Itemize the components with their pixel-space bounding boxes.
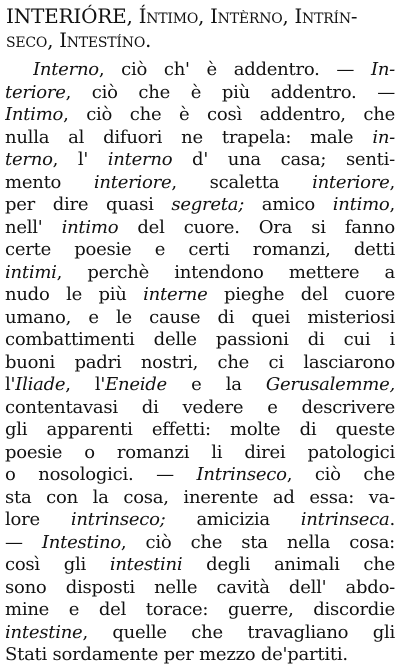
text-line bbox=[5, 149, 395, 172]
text-run: sono disposti nelle cavità dell' abdo- bbox=[5, 576, 395, 598]
text-run: , quelle che travagliano gli bbox=[82, 621, 395, 643]
text-run: amico bbox=[244, 194, 333, 215]
italic-term: Intestino bbox=[41, 531, 121, 553]
text-run: poesie o romanzi li direi patologici bbox=[5, 441, 395, 463]
text-run: d' una casa; senti- bbox=[172, 149, 395, 170]
text-run: , l' bbox=[52, 149, 108, 170]
text-line bbox=[5, 374, 395, 397]
text-run: per dire quasi bbox=[5, 194, 172, 215]
text-line bbox=[5, 644, 395, 667]
text-run: nudo le più bbox=[5, 284, 144, 305]
text-line bbox=[33, 59, 395, 82]
italic-term: teriore bbox=[5, 81, 66, 103]
italic-term: intrinseco; bbox=[70, 509, 166, 530]
text-run: buoni padri nostri, che ci lasciarono bbox=[5, 351, 395, 373]
text-run: , scaletta bbox=[171, 171, 313, 193]
text-run: gli apparenti effetti: molte di queste bbox=[5, 419, 395, 440]
italic-term: interne bbox=[143, 284, 208, 305]
text-line bbox=[5, 577, 395, 600]
text-run: , ciò che è così addentro, che bbox=[63, 104, 395, 125]
text-run: e la bbox=[166, 374, 266, 395]
italic-term: Iliade bbox=[15, 374, 66, 395]
text-run: così gli bbox=[5, 554, 110, 575]
text-line bbox=[5, 532, 395, 555]
italic-term: Gerusalemme, bbox=[265, 374, 395, 395]
text-line bbox=[5, 352, 395, 375]
text-run: . bbox=[389, 509, 395, 530]
text-line bbox=[5, 487, 395, 510]
italic-term: interno bbox=[107, 149, 173, 170]
entry-headword: INTERIÓRE, bbox=[6, 4, 133, 28]
italic-term: intestine bbox=[5, 621, 83, 643]
text-run: , ciò ch' è addentro. — bbox=[98, 59, 371, 80]
italic-term: in- bbox=[372, 126, 395, 148]
text-run: combattimenti delle passioni di cui i bbox=[5, 329, 395, 350]
text-line bbox=[5, 127, 395, 150]
text-line bbox=[5, 419, 395, 442]
text-line bbox=[5, 284, 395, 307]
text-line bbox=[5, 194, 395, 217]
text-line bbox=[5, 239, 395, 262]
text-run: umano, e le cause di quei misteriosi bbox=[5, 306, 395, 328]
text-line bbox=[5, 464, 395, 487]
text-line bbox=[5, 104, 395, 127]
text-run: amicizia bbox=[165, 509, 301, 530]
italic-term: segreta; bbox=[171, 194, 245, 215]
text-line bbox=[5, 307, 395, 330]
italic-term: Intrinseco bbox=[196, 464, 287, 485]
text-line bbox=[5, 599, 395, 622]
text-line bbox=[5, 262, 395, 285]
text-run: nell' bbox=[5, 216, 62, 238]
entry-heading bbox=[6, 4, 398, 53]
entry-body bbox=[0, 59, 402, 667]
text-run: , ciò che bbox=[286, 464, 395, 485]
text-run: del cuore. Ora si fanno bbox=[118, 216, 395, 238]
entry-synonyms-line1: Íntimo, Intèrno, Intrín- bbox=[138, 5, 358, 28]
italic-term: terno bbox=[5, 149, 53, 170]
text-run: Stati sordamente per mezzo de'partiti. bbox=[5, 644, 348, 665]
text-line bbox=[5, 172, 395, 195]
text-run: certe poesie e certi romanzi, detti bbox=[5, 239, 395, 260]
text-line bbox=[5, 217, 395, 240]
text-run: — bbox=[5, 531, 42, 553]
italic-term: In- bbox=[370, 59, 395, 80]
entry-synonyms-line2: seco, Intestíno. bbox=[6, 29, 152, 52]
italic-term: intrinseca bbox=[300, 509, 390, 530]
text-line bbox=[5, 82, 395, 105]
text-line bbox=[5, 509, 395, 532]
text-run: pieghe del cuore bbox=[207, 284, 395, 305]
text-run: mento bbox=[5, 171, 94, 193]
text-run: nulla al difuori ne trapela: male bbox=[5, 126, 373, 148]
text-line bbox=[5, 329, 395, 352]
italic-term: interiore bbox=[93, 171, 172, 193]
italic-term: interiore bbox=[312, 171, 390, 193]
text-line bbox=[5, 554, 395, 577]
text-run: mine e del torace: guerre, discordie bbox=[5, 599, 395, 620]
text-run: o nosologici. — bbox=[5, 464, 197, 485]
text-run: , ciò che è più addentro. — bbox=[65, 81, 395, 103]
text-run: lore bbox=[5, 509, 71, 530]
text-line bbox=[5, 397, 395, 420]
italic-term: intestini bbox=[109, 554, 183, 575]
text-run: sta con la cosa, inerente ad essa: va- bbox=[5, 486, 395, 508]
text-run: , l' bbox=[65, 374, 106, 395]
italic-term: intimo bbox=[332, 194, 390, 215]
italic-term: Eneide bbox=[105, 374, 167, 395]
text-run: degli animali che bbox=[182, 554, 395, 575]
italic-term: intimi bbox=[5, 261, 57, 283]
italic-term: Interno bbox=[33, 59, 99, 80]
text-run: , bbox=[389, 171, 395, 193]
text-run: , ciò che sta nella cosa: bbox=[120, 531, 395, 553]
text-line bbox=[5, 442, 395, 465]
text-run: , bbox=[389, 194, 395, 215]
text-run: l' bbox=[5, 374, 16, 395]
italic-term: intimo bbox=[61, 216, 119, 238]
text-line bbox=[5, 622, 395, 645]
italic-term: Intimo bbox=[5, 104, 64, 125]
text-run: , perchè intendono mettere a bbox=[56, 261, 395, 283]
text-run: contentavasi di vedere e descrivere bbox=[5, 396, 395, 418]
